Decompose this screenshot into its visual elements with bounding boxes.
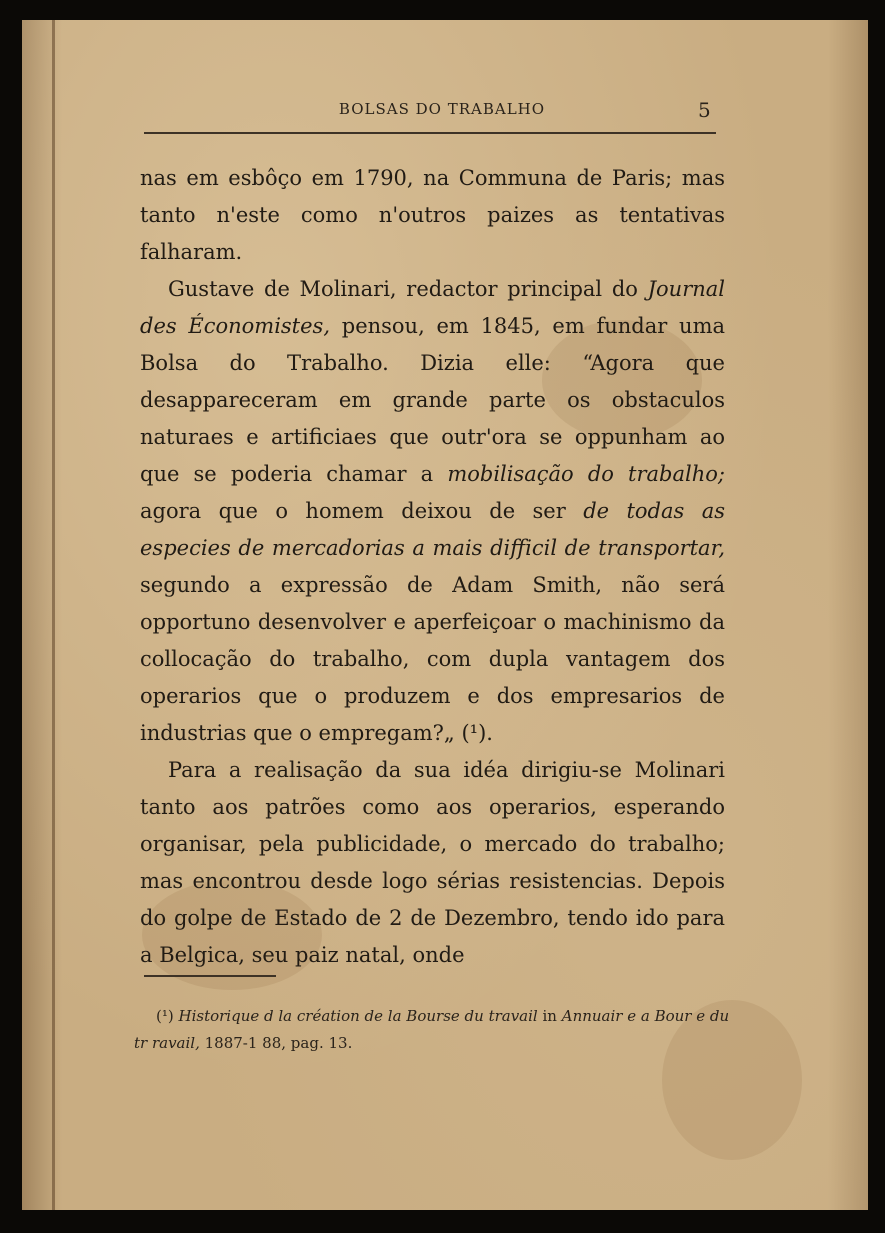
text-segment: Gustave de Molinari, redactor principal do	[168, 277, 648, 301]
text-segment: segundo a expressão de Adam Smith, não será opportuno desenvolver e aperfeiçoar o machinismo da collocação do trabalho, com dupla vantagem dos operarios que o produzem e dos empresarios de industrias que o empregam?„ (¹).	[140, 573, 725, 745]
footnote-segment: 1887-1 88, pag. 13.	[199, 1034, 353, 1052]
paragraph	[140, 752, 725, 974]
text-segment: pensou, em 1845, em fundar uma Bolsa do Trabalho. Dizia elle: “Agora que desappareceram em grande parte os obstaculos naturaes e artificiaes que outr'ora se oppunham ao que se poderia chamar a	[140, 314, 725, 486]
italic-text-segment: Journal des Économistes,	[140, 277, 725, 338]
paragraph	[140, 271, 725, 752]
header-rule	[144, 132, 716, 134]
text-segment: nas em esbôço em 1790, na Communa de Paris; mas tanto n'este como n'outros paizes as tentativas falharam.	[140, 166, 725, 264]
body-text	[140, 160, 725, 974]
footnote-marker: (¹)	[156, 1007, 174, 1025]
footnote	[134, 1003, 734, 1057]
footnote-segment: Annuair e a Bour e du tr ravail,	[134, 1007, 730, 1052]
book-page	[22, 20, 868, 1210]
paragraph	[140, 160, 725, 271]
text-segment: Para a realisação da sua idéa dirigiu-se Molinari tanto aos patrões como aos operarios, esperando organisar, pela publicidade, o mercado do trabalho; mas encontrou desde logo sérias resistencias. Depois do golpe de Estado de 2 de Dezembro, tendo ido para a Belgica, seu paiz natal, onde	[140, 758, 725, 967]
footnote-segment: Historique d la création de la Bourse du travail	[173, 1007, 543, 1025]
running-head-title: BOLSAS DO TRABALHO	[338, 100, 546, 118]
running-head	[22, 98, 868, 122]
footnote-segment: in	[542, 1007, 562, 1025]
italic-text-segment: mobilisação do trabalho;	[447, 462, 725, 486]
text-segment: agora que o homem deixou de ser	[140, 499, 584, 523]
italic-text-segment: de todas as especies de mercadorias a mais difficil de transportar,	[140, 499, 725, 560]
footnote-rule	[144, 975, 276, 977]
page-number: 5	[698, 98, 711, 122]
binding-shadow	[52, 20, 55, 1210]
